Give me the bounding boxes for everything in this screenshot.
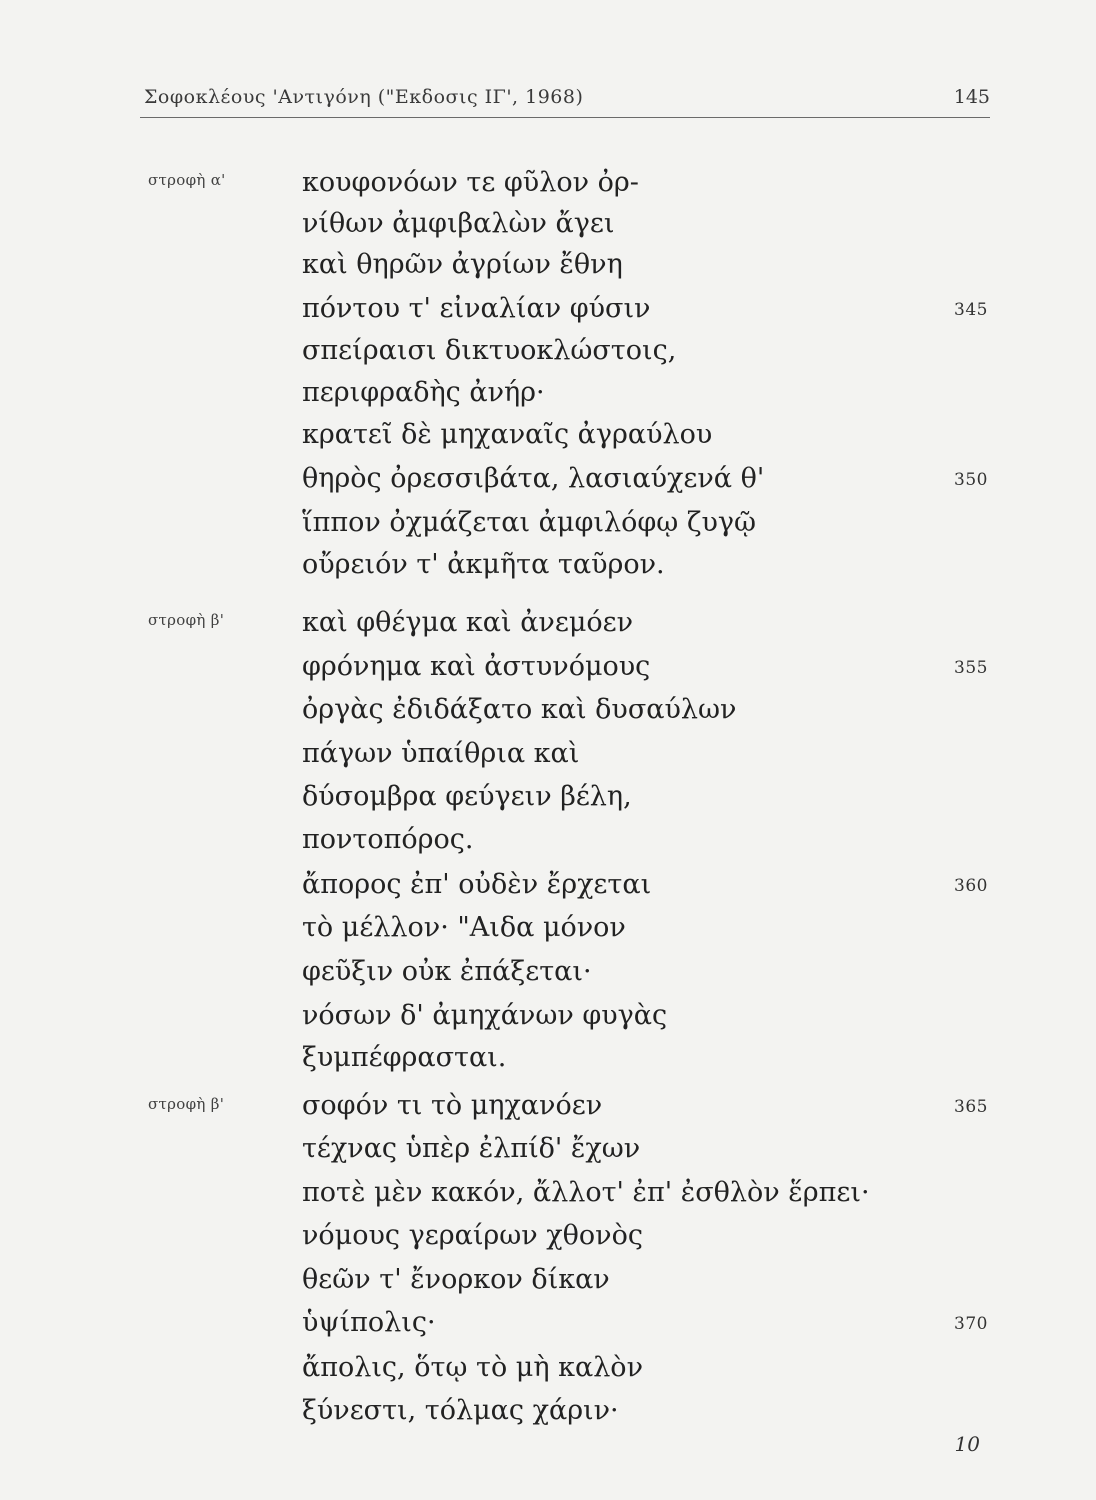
- verse-line: περιφραδὴς ἀνήρ·: [302, 377, 545, 408]
- verse-line: θηρὸς ὀρεσσιβάτα, λασιαύχενά θ': [302, 463, 765, 494]
- verse-line: κουφονόων τε φῦλον ὀρ-: [302, 167, 639, 198]
- verse-line: καὶ φθέγμα καὶ ἀνεμόεν: [302, 607, 634, 638]
- verse-line: ξύνεστι, τόλμας χάριν·: [302, 1395, 619, 1426]
- verse-line: οὔρειόν τ' ἀκμῆτα ταῦρον.: [302, 549, 665, 580]
- verse-line: ἄπολις, ὅτῳ τὸ μὴ καλὸν: [302, 1352, 643, 1383]
- verse-line: ἄπορος ἐπ' οὐδὲν ἔρχεται: [302, 869, 652, 900]
- verse-line: δύσομβρα φεύγειν βέλη,: [302, 781, 632, 812]
- line-number: 345: [954, 300, 988, 320]
- verse-line: νόσων δ' ἀμηχάνων φυγὰς: [302, 1000, 668, 1031]
- verse-line: τέχνας ὑπὲρ ἐλπίδ' ἔχων: [302, 1133, 641, 1164]
- verse-line: τὸ μέλλον· "Αιδα μόνον: [302, 912, 626, 943]
- verse-line: νίθων ἀμφιβαλὼν ἄγει: [302, 208, 615, 239]
- verse-line: κρατεῖ δὲ μηχαναῖς ἀγραύλου: [302, 419, 713, 450]
- line-number: 365: [954, 1097, 988, 1117]
- strophe-label: στροφὴ β': [148, 1095, 225, 1113]
- verse-line: ποτὲ μὲν κακόν, ἄλλοτ' ἐπ' ἐσθλὸν ἕρπει·: [302, 1177, 870, 1208]
- header-rule: [140, 117, 990, 118]
- signature-mark: 10: [954, 1432, 980, 1456]
- page-number: 145: [953, 86, 990, 108]
- line-number: 370: [954, 1314, 988, 1334]
- verse-line: ὑψίπολις·: [302, 1307, 436, 1338]
- verse-line: φρόνημα καὶ ἀστυνόμους: [302, 651, 651, 682]
- verse-line: πόντου τ' εἰναλίαν φύσιν: [302, 293, 651, 324]
- running-head: Σοφοκλέους 'Αντιγόνη ("Εκδοσις ΙΓ', 1968): [144, 86, 584, 108]
- verse-line: σοφόν τι τὸ μηχανόεν: [302, 1090, 603, 1121]
- strophe-label: στροφὴ β': [148, 611, 225, 629]
- line-number: 360: [954, 876, 988, 896]
- verse-line: θεῶν τ' ἔνορκον δίκαν: [302, 1264, 610, 1295]
- verse-line: ὀργὰς ἐδιδάξατο καὶ δυσαύλων: [302, 694, 737, 725]
- verse-line: καὶ θηρῶν ἀγρίων ἔθνη: [302, 249, 623, 280]
- line-number: 355: [954, 658, 988, 678]
- verse-line: νόμους γεραίρων χθονὸς: [302, 1220, 643, 1251]
- verse-line: ἵππον ὀχμάζεται ἀμφιλόφῳ ζυγῷ: [302, 507, 757, 538]
- strophe-label: στροφὴ α': [148, 171, 226, 189]
- verse-line: πάγων ὑπαίθρια καὶ: [302, 738, 580, 769]
- verse-line: ξυμπέφρασται.: [302, 1042, 507, 1073]
- line-number: 350: [954, 470, 988, 490]
- verse-line: φεῦξιν οὐκ ἐπάξεται·: [302, 956, 592, 987]
- verse-line: ποντοπόρος.: [302, 824, 474, 855]
- verse-line: σπείραισι δικτυοκλώστοις,: [302, 335, 677, 366]
